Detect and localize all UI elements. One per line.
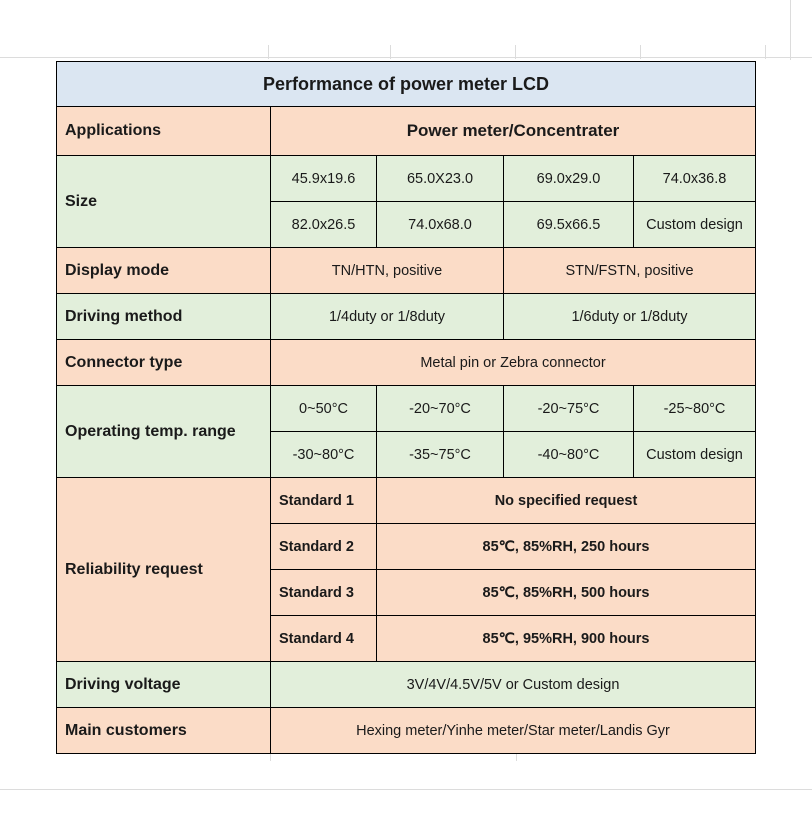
size-label: Size (57, 156, 270, 247)
main-customers-value: Hexing meter/Yinhe meter/Star meter/Landis Gyr (271, 708, 755, 753)
standard-value: 85℃, 85%RH, 500 hours (377, 570, 755, 615)
applications-label: Applications (57, 107, 270, 155)
temp-cell: -30~80°C (271, 432, 376, 477)
temp-cell: -35~75°C (377, 432, 503, 477)
main-customers-label: Main customers (57, 708, 270, 753)
connector-type-label: Connector type (57, 340, 270, 385)
standard-name: Standard 3 (271, 570, 376, 615)
size-cell: 45.9x19.6 (271, 156, 376, 201)
spreadsheet-gridline (515, 45, 516, 59)
display-mode-value: STN/FSTN, positive (504, 248, 755, 293)
standard-value: 85℃, 95%RH, 900 hours (377, 616, 755, 661)
temp-cell: -20~75°C (504, 386, 633, 431)
operating-temp-label: Operating temp. range (57, 386, 270, 477)
spreadsheet-gridline (0, 57, 812, 58)
size-cell: 65.0X23.0 (377, 156, 503, 201)
temp-cell: -20~70°C (377, 386, 503, 431)
spreadsheet-gridline (390, 45, 391, 59)
spreadsheet-gridline (268, 45, 269, 59)
driving-voltage-value: 3V/4V/4.5V/5V or Custom design (271, 662, 755, 707)
driving-method-value: 1/6duty or 1/8duty (504, 294, 755, 339)
size-cell: 82.0x26.5 (271, 202, 376, 247)
temp-cell: Custom design (634, 432, 755, 477)
standard-name: Standard 1 (271, 478, 376, 523)
size-cell: 74.0x36.8 (634, 156, 755, 201)
temp-cell: 0~50°C (271, 386, 376, 431)
driving-method-value: 1/4duty or 1/8duty (271, 294, 503, 339)
standard-value: No specified request (377, 478, 755, 523)
spreadsheet-gridline (640, 45, 641, 59)
reliability-label: Reliability request (57, 478, 270, 661)
spreadsheet-gridline (270, 754, 271, 761)
size-cell: Custom design (634, 202, 755, 247)
spreadsheet-gridline (516, 754, 517, 761)
spreadsheet-gridline (0, 789, 812, 790)
driving-method-label: Driving method (57, 294, 270, 339)
size-cell: 69.5x66.5 (504, 202, 633, 247)
spreadsheet-gridline (765, 45, 766, 59)
temp-cell: -40~80°C (504, 432, 633, 477)
applications-value: Power meter/Concentrater (271, 107, 755, 155)
table-title: Performance of power meter LCD (57, 62, 755, 106)
performance-table (56, 61, 756, 754)
connector-type-value: Metal pin or Zebra connector (271, 340, 755, 385)
spreadsheet-gridline (790, 0, 791, 60)
standard-name: Standard 4 (271, 616, 376, 661)
display-mode-label: Display mode (57, 248, 270, 293)
standard-value: 85℃, 85%RH, 250 hours (377, 524, 755, 569)
driving-voltage-label: Driving voltage (57, 662, 270, 707)
size-cell: 69.0x29.0 (504, 156, 633, 201)
temp-cell: -25~80°C (634, 386, 755, 431)
display-mode-value: TN/HTN, positive (271, 248, 503, 293)
size-cell: 74.0x68.0 (377, 202, 503, 247)
standard-name: Standard 2 (271, 524, 376, 569)
